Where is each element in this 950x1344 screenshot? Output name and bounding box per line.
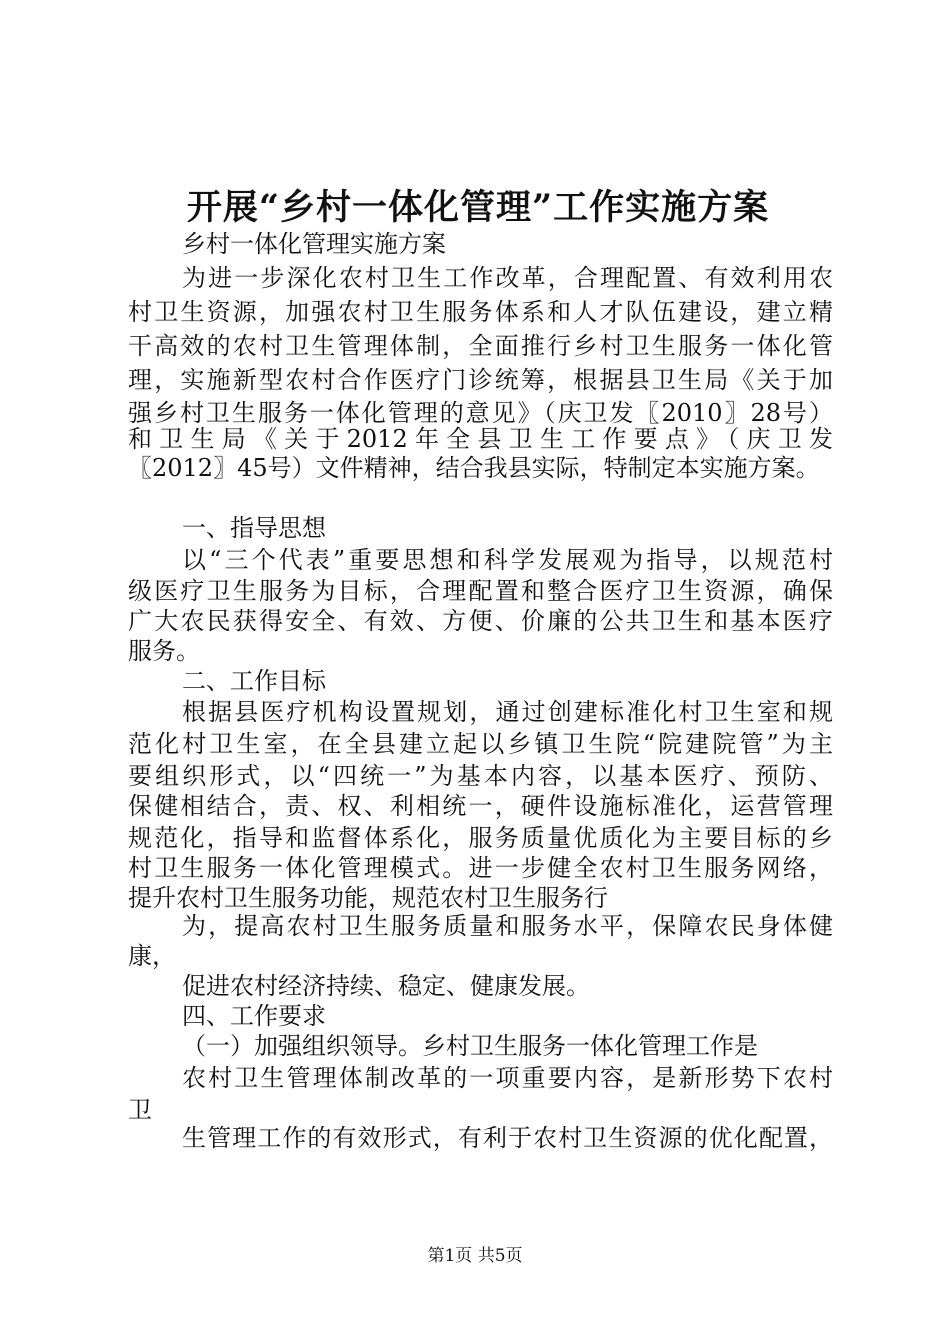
- paragraph-line: 〖2012〗45号）文件精神，结合我县实际，特制定本实施方案。: [128, 454, 820, 482]
- paragraph-line: 干高效的农村卫生管理体制，全面推行乡村卫生服务一体化管: [128, 332, 833, 360]
- paragraph-line: 理，实施新型农村合作医疗门诊统筹，根据县卫生局《关于加: [128, 366, 833, 394]
- paragraph-line: 村卫生服务一体化管理模式。进一步健全农村卫生服务网络，: [128, 854, 833, 882]
- paragraph-line: 村卫生资源，加强农村卫生服务体系和人才队伍建设，建立精: [128, 298, 833, 326]
- paragraph-line: （一）加强组织领导。乡村卫生服务一体化管理工作是: [182, 1032, 758, 1060]
- paragraph-line: 为进一步深化农村卫生工作改革，合理配置、有效利用农: [182, 264, 833, 292]
- paragraph-line: 保健相结合，责、权、利相统一，硬件设施标准化，运营管理: [128, 792, 833, 820]
- paragraph-line: 服务。: [128, 637, 200, 665]
- paragraph-line: 根据县医疗机构设置规划，通过创建标准化村卫生室和规: [182, 698, 833, 726]
- subtitle: 乡村一体化管理实施方案: [182, 230, 446, 258]
- paragraph-line: 广大农民获得安全、有效、方便、价廉的公共卫生和基本医疗: [128, 607, 833, 635]
- paragraph-line: 范化村卫生室，在全县建立起以乡镇卫生院“院建院管”为主: [128, 730, 833, 758]
- paragraph-line: 以“三个代表”重要思想和科学发展观为指导，以规范村: [182, 546, 833, 574]
- paragraph-line: 生管理工作的有效形式，有利于农村卫生资源的优化配置，: [182, 1124, 833, 1152]
- section-heading: 一、指导思想: [182, 514, 326, 542]
- paragraph-line: 为，提高农村卫生服务质量和服务水平，保障农民身体健: [182, 912, 833, 940]
- paragraph-line: 要组织形式，以“四统一”为基本内容，以基本医疗、预防、: [128, 762, 833, 790]
- section-heading: 四、工作要求: [182, 1002, 326, 1030]
- document-title: 开展“乡村一体化管理”工作实施方案: [186, 187, 770, 228]
- paragraph-line: 卫: [128, 1096, 152, 1124]
- paragraph-line: 和卫生局《关于2012年全县卫生工作要点》（庆卫发: [128, 425, 833, 453]
- paragraph-line: 康，: [128, 942, 176, 970]
- paragraph-line: 促进农村经济持续、稳定、健康发展。: [182, 972, 590, 1000]
- paragraph-line: 强乡村卫生服务一体化管理的意见》（庆卫发〖2010〗28号）: [128, 399, 833, 427]
- paragraph-line: 农村卫生管理体制改革的一项重要内容，是新形势下农村: [182, 1064, 833, 1092]
- paragraph-line: 规范化，指导和监督体系化，服务质量优质化为主要目标的乡: [128, 824, 833, 852]
- paragraph-line: 级医疗卫生服务为目标，合理配置和整合医疗卫生资源，确保: [128, 577, 833, 605]
- page-footer: 第1页 共5页: [427, 1246, 523, 1266]
- paragraph-line: 提升农村卫生服务功能，规范农村卫生服务行: [128, 884, 608, 912]
- section-heading: 二、工作目标: [182, 667, 326, 695]
